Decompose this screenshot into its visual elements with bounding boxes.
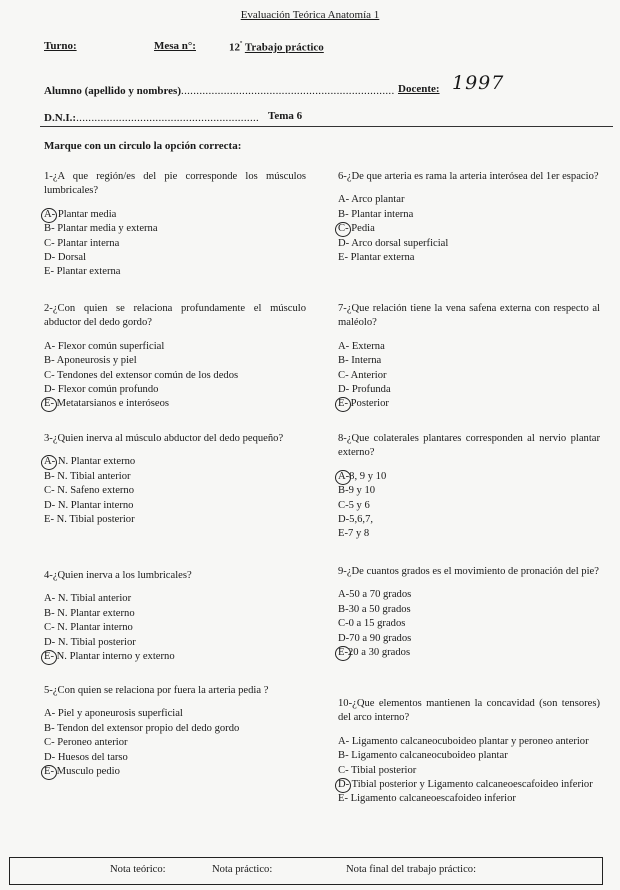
option-3a[interactable]: A- N. Plantar externo — [44, 455, 306, 469]
answer-circle — [335, 397, 351, 412]
answer-circle — [335, 778, 351, 793]
answer-circle — [41, 397, 57, 412]
answer-circle — [335, 646, 351, 661]
tp-label: Trabajo práctico — [244, 41, 324, 54]
alumno-label: Alumno (apellido y nombres) — [44, 85, 182, 97]
answer-circle — [335, 470, 351, 485]
option-10b[interactable]: B- Ligamento calcaneocuboideo plantar — [338, 750, 508, 762]
dni-dots: ............................................................ — [76, 112, 260, 124]
option-7e[interactable]: E- Posterior — [338, 397, 600, 411]
option-4a[interactable]: A- N. Tibial anterior — [44, 593, 132, 605]
question-6 — [338, 170, 600, 265]
question-text: 5-¿Con quien se relaciona por fuera la arteria pedia ? — [44, 685, 269, 696]
option-6a[interactable]: A- Arco plantar — [338, 194, 405, 206]
instruction: Marque con un circulo la opción correcta: — [44, 140, 242, 152]
dni-field[interactable] — [44, 112, 259, 124]
option-2e[interactable]: E- Metatarsianos e interóseos — [44, 397, 306, 411]
option-9d[interactable]: D-70 a 90 grados — [338, 632, 412, 644]
option-4c[interactable]: C- N. Plantar interno — [44, 622, 133, 634]
question-text: 6-¿De que arteria es rama la arteria interósea del 1er espacio? — [338, 171, 599, 182]
question-text: 9-¿De cuantos grados es el movimiento de pronación del pie? — [338, 566, 599, 577]
question-text: 4-¿Quien inerva a los lumbricales? — [44, 570, 192, 581]
option-10e[interactable]: E- Ligamento calcaneoescafoideo inferior — [338, 793, 516, 805]
option-9e[interactable]: E-20 a 30 grados — [338, 646, 600, 660]
option-2b[interactable]: B- Aponeurosis y piel — [44, 355, 137, 367]
option-1d[interactable]: D- Dorsal — [44, 252, 87, 264]
option-4e[interactable]: E- N. Plantar interno y externo — [44, 650, 306, 664]
question-5 — [44, 684, 306, 779]
mesa-label: Mesa n°: — [154, 40, 196, 52]
option-6e[interactable]: E- Plantar externa — [338, 252, 415, 264]
option-9a[interactable]: A-50 a 70 grados — [338, 589, 412, 601]
option-8c[interactable]: C-5 y 6 — [338, 499, 370, 511]
option-1b[interactable]: B- Plantar media y externa — [44, 223, 158, 235]
option-7d[interactable]: D- Profunda — [338, 384, 391, 396]
option-8b[interactable]: B-9 y 10 — [338, 485, 376, 497]
question-text: 3-¿Quien inerva al músculo abductor del dedo pequeño? — [44, 433, 284, 444]
docente-label: Docente: — [398, 83, 440, 95]
option-6b[interactable]: B- Plantar interna — [338, 208, 414, 220]
option-8a[interactable]: A-8, 9 y 10 — [338, 470, 600, 484]
option-3b[interactable]: B- N. Tibial anterior — [44, 470, 131, 482]
option-8d[interactable]: D-5,6,7, — [338, 514, 374, 526]
option-7b[interactable]: B- Interna — [338, 355, 382, 367]
alumno-dots: ...................................................................... — [181, 85, 395, 97]
question-10 — [338, 697, 600, 807]
option-9b[interactable]: B-30 a 50 grados — [338, 603, 411, 615]
answer-circle — [41, 650, 57, 665]
tema-label: Tema 6 — [268, 110, 303, 122]
grades-box — [9, 857, 603, 885]
option-7c[interactable]: C- Anterior — [338, 369, 387, 381]
nota-teorico-label: Nota teórico: — [110, 864, 166, 875]
option-4b[interactable]: B- N. Plantar externo — [44, 607, 135, 619]
answer-circle — [41, 208, 57, 223]
option-2a[interactable]: A- Flexor común superficial — [44, 340, 165, 352]
turno-label: Turno: — [44, 40, 77, 52]
nota-final-label: Nota final del trabajo práctico: — [346, 864, 477, 875]
exam-title: Evaluación Teórica Anatomía 1 — [240, 9, 380, 21]
option-6d[interactable]: D- Arco dorsal superficial — [338, 237, 449, 249]
trabajo-practico-heading — [229, 40, 324, 54]
question-1 — [44, 170, 306, 280]
header-divider — [40, 126, 613, 127]
option-9c[interactable]: C-0 a 15 grados — [338, 618, 406, 630]
tp-number: 12 — [229, 41, 240, 54]
option-6c[interactable]: C- Pedia — [338, 222, 600, 236]
question-text: 10-¿Que elementos mantienen la concavidad (son tensores) del arco interno? — [338, 698, 600, 724]
option-4d[interactable]: D- N. Tibial posterior — [44, 636, 136, 648]
option-1a[interactable]: A- Plantar media — [44, 208, 306, 222]
option-3e[interactable]: E- N. Tibial posterior — [44, 514, 135, 526]
option-10a[interactable]: A- Ligamento calcaneocuboideo plantar y peroneo anterior — [338, 735, 589, 747]
nota-practico-label: Nota práctico: — [212, 864, 273, 875]
option-10c[interactable]: C- Tibial posterior — [338, 764, 417, 776]
option-5b[interactable]: B- Tendon del extensor propio del dedo gordo — [44, 722, 240, 734]
answer-circle — [41, 455, 57, 470]
dni-label: D.N.I.: — [44, 112, 77, 124]
docente-signature: 1997 — [452, 72, 505, 94]
option-8e[interactable]: E-7 y 8 — [338, 528, 370, 540]
question-text: 7-¿Que relación tiene la vena safena externa con respecto al maléolo? — [338, 303, 600, 329]
option-5c[interactable]: C- Peroneo anterior — [44, 737, 128, 749]
option-1c[interactable]: C- Plantar interna — [44, 237, 120, 249]
option-1e[interactable]: E- Plantar externa — [44, 266, 121, 278]
answer-circle — [41, 765, 57, 780]
question-4 — [44, 569, 306, 664]
question-9 — [338, 565, 600, 660]
question-3 — [44, 432, 306, 527]
question-8 — [338, 432, 600, 542]
option-3d[interactable]: D- N. Plantar interno — [44, 499, 134, 511]
option-5d[interactable]: D- Huesos del tarso — [44, 751, 128, 763]
option-2c[interactable]: C- Tendones del extensor común de los dedos — [44, 369, 239, 381]
answer-circle — [335, 222, 351, 237]
option-5a[interactable]: A- Piel y aponeurosis superficial — [44, 708, 183, 720]
question-text: 1-¿A que región/es del pie corresponde los músculos lumbricales? — [44, 171, 306, 197]
question-7 — [338, 302, 600, 412]
option-2d[interactable]: D- Flexor común profundo — [44, 384, 159, 396]
option-10d[interactable]: D- Tibial posterior y Ligamento calcaneoescafoideo inferior — [338, 778, 600, 792]
question-text: 2-¿Con quien se relaciona profundamente el músculo abductor del dedo gordo? — [44, 303, 306, 329]
option-7a[interactable]: A- Externa — [338, 340, 385, 352]
tp-superscript: º — [240, 40, 243, 48]
question-text: 8-¿Que colaterales plantares corresponden al nervio plantar externo? — [338, 433, 600, 459]
option-3c[interactable]: C- N. Safeno externo — [44, 485, 135, 497]
question-2 — [44, 302, 306, 412]
option-5e[interactable]: E- Musculo pedio — [44, 765, 306, 779]
alumno-field[interactable] — [44, 85, 395, 97]
